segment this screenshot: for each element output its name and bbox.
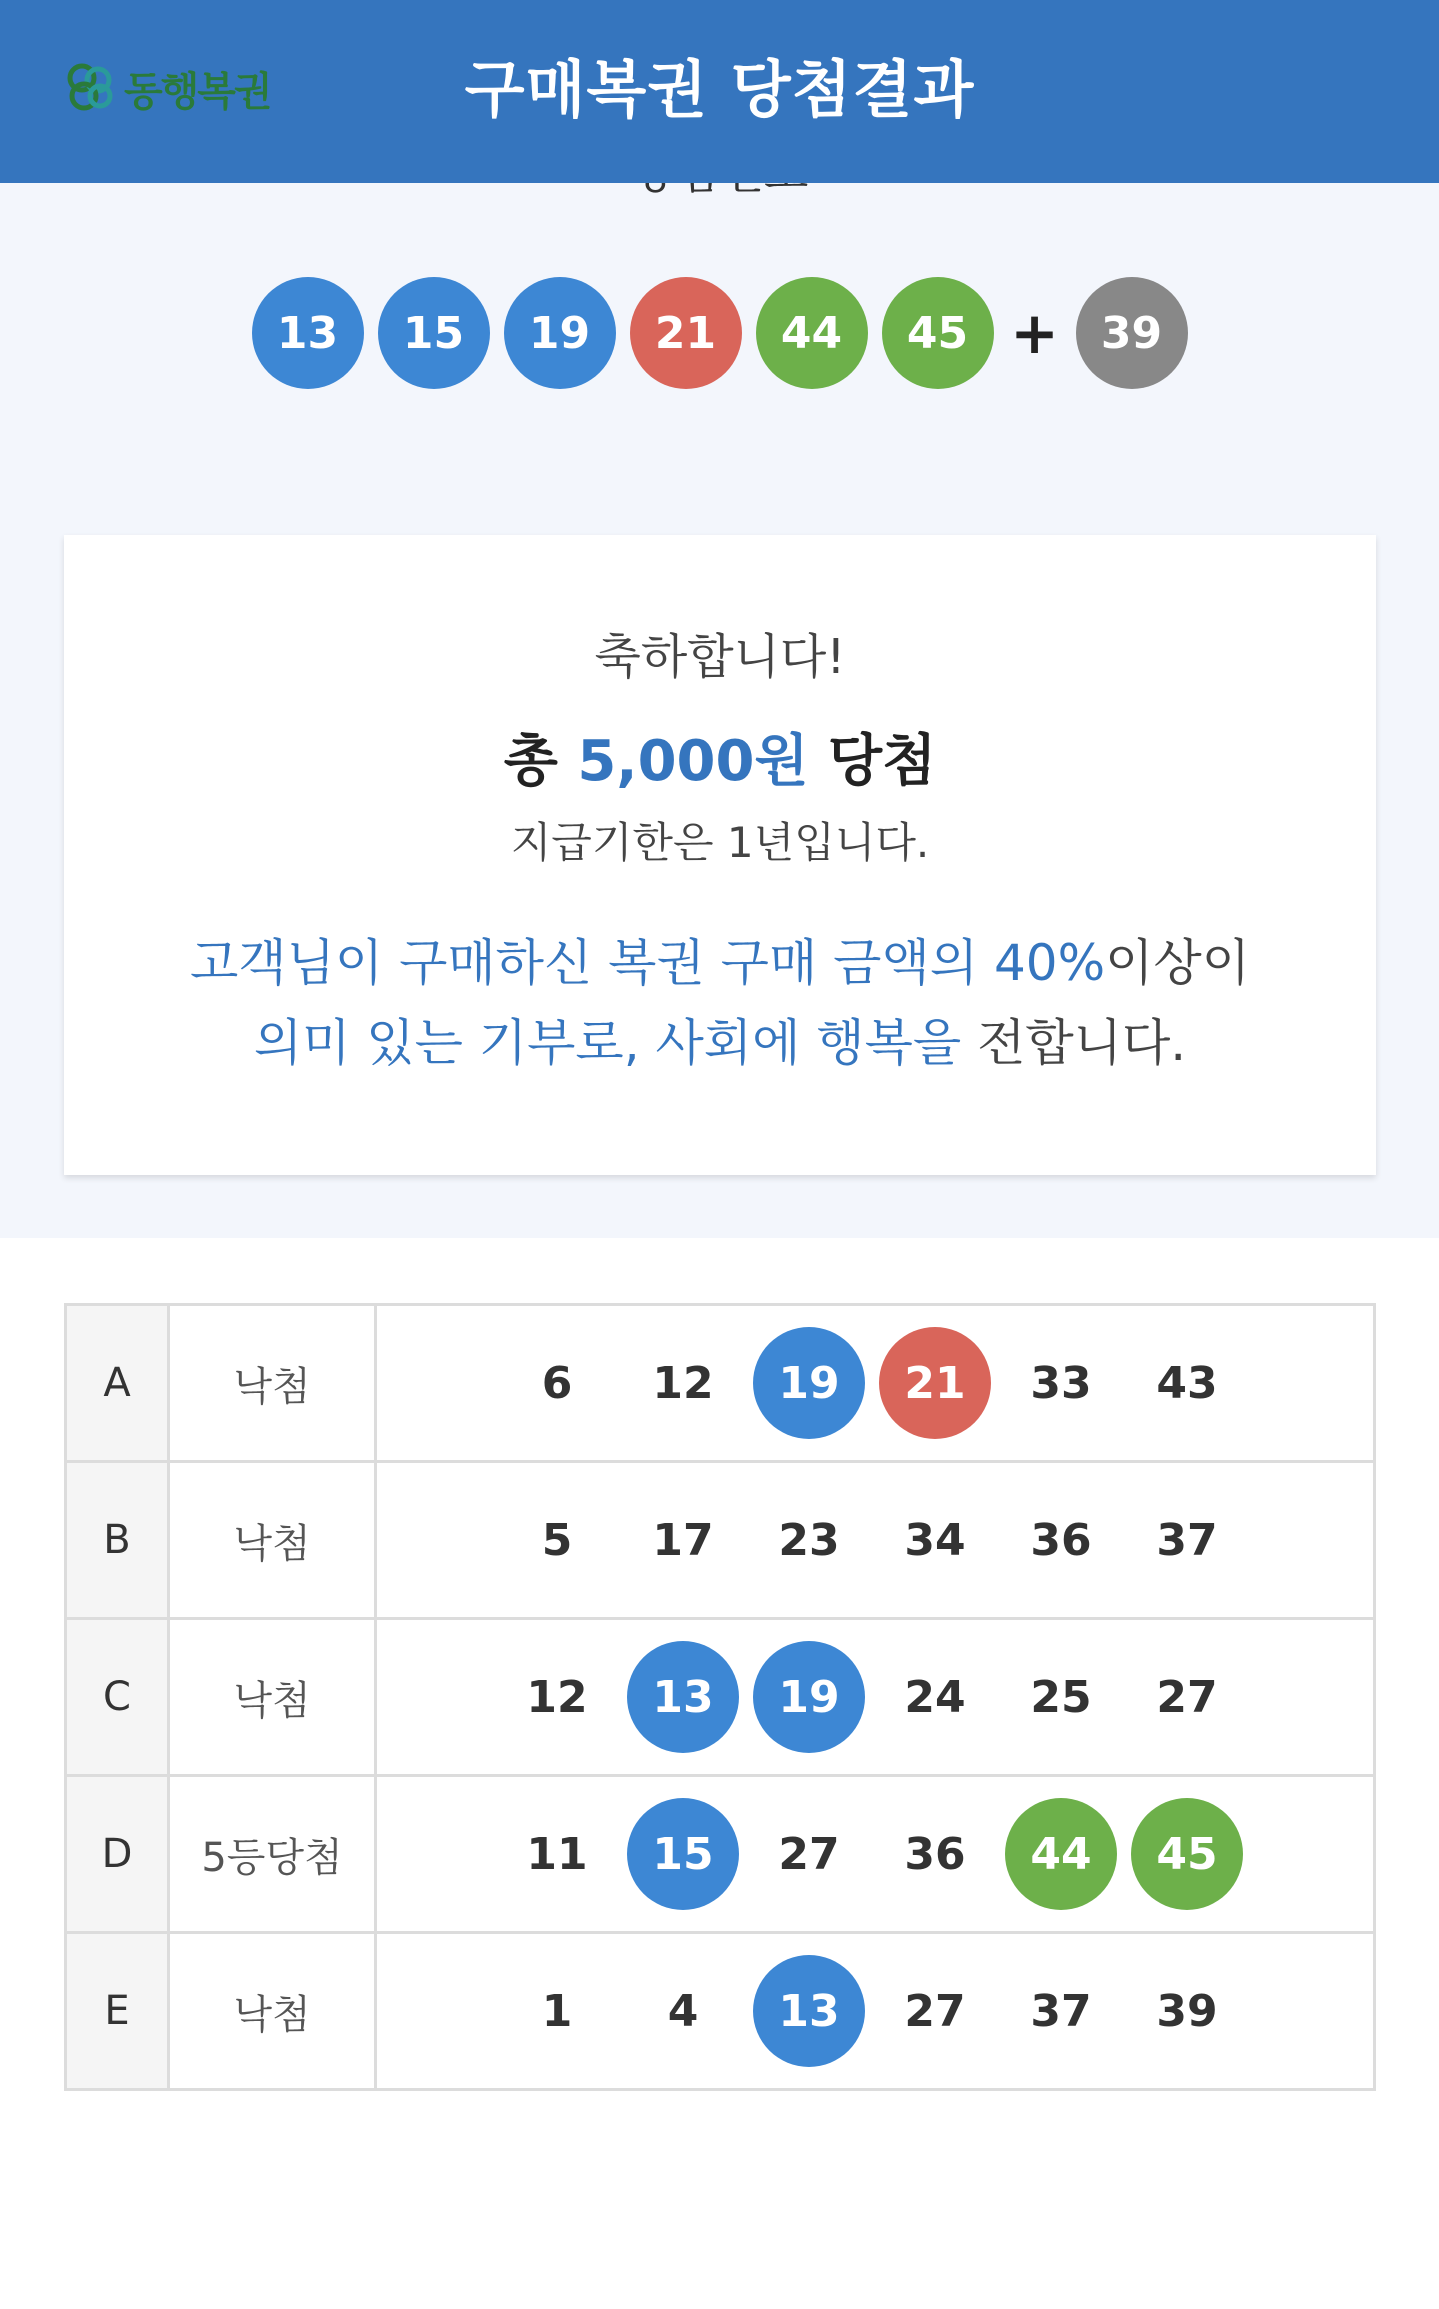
ticket-number-matched: 13 xyxy=(753,1955,865,2067)
ticket-number: 34 xyxy=(904,1514,966,1566)
ticket-game-label: C xyxy=(66,1619,169,1776)
donation-line-2-highlight: 의미 있는 기부로, 사회에 행복을 xyxy=(253,1014,962,1072)
ticket-number: 27 xyxy=(904,1985,966,2037)
ticket-number-matched: 19 xyxy=(753,1641,865,1753)
ticket-number: 11 xyxy=(526,1828,588,1880)
ticket-game-label: E xyxy=(66,1933,169,2090)
ticket-row xyxy=(66,1776,1375,1933)
donation-message xyxy=(64,923,1376,1083)
ticket-number-matched: 19 xyxy=(753,1327,865,1439)
ticket-number-matched: 44 xyxy=(1005,1798,1117,1910)
ticket-number: 6 xyxy=(541,1357,573,1409)
bonus-plus-sign: + xyxy=(1010,299,1059,367)
winning-ball: 15 xyxy=(378,277,490,389)
ticket-numbers xyxy=(371,1463,1373,1617)
total-prefix: 총 xyxy=(503,729,578,794)
page-title: 구매복권 당첨결과 xyxy=(464,53,975,126)
ticket-number: 33 xyxy=(1030,1357,1092,1409)
winning-ball: 19 xyxy=(504,277,616,389)
ticket-number: 23 xyxy=(778,1514,840,1566)
ticket-number: 27 xyxy=(778,1828,840,1880)
ticket-numbers-cell xyxy=(376,1305,1375,1462)
donation-line-1-tail: 이상이 xyxy=(1105,934,1250,992)
ticket-number: 5 xyxy=(541,1514,573,1566)
congrats-text: 축하합니다! xyxy=(594,629,846,685)
app-header xyxy=(0,0,1439,183)
donation-line-1-highlight: 고객님이 구매하신 복권 구매 금액의 40% xyxy=(189,934,1106,992)
ticket-game-label: A xyxy=(66,1305,169,1462)
ticket-number: 12 xyxy=(526,1671,588,1723)
ticket-game-label: B xyxy=(66,1462,169,1619)
ticket-number-matched: 13 xyxy=(627,1641,739,1753)
winning-ball: 44 xyxy=(756,277,868,389)
logo-text: 동행복권 xyxy=(124,68,271,115)
ticket-numbers-cell xyxy=(376,1619,1375,1776)
ticket-status: 낙첨 xyxy=(169,1462,376,1619)
ticket-number-matched: 45 xyxy=(1131,1798,1243,1910)
ticket-row xyxy=(66,1462,1375,1619)
ticket-number: 37 xyxy=(1156,1514,1218,1566)
ticket-table-body xyxy=(66,1305,1375,2090)
total-suffix: 당첨 xyxy=(808,729,937,794)
winning-ball: 21 xyxy=(630,277,742,389)
donation-line-2-tail: 전합니다. xyxy=(961,1014,1187,1072)
ticket-numbers-cell xyxy=(376,1933,1375,2090)
ticket-number: 43 xyxy=(1156,1357,1218,1409)
ticket-row xyxy=(66,1933,1375,2090)
ticket-status: 5등당첨 xyxy=(169,1776,376,1933)
ticket-number-matched: 21 xyxy=(879,1327,991,1439)
winning-numbers-row xyxy=(0,276,1439,390)
total-amount: 5,000원 xyxy=(577,729,809,794)
ticket-numbers-cell xyxy=(376,1776,1375,1933)
total-prize xyxy=(64,727,1376,797)
ticket-row xyxy=(66,1305,1375,1462)
payment-deadline: 지급기한은 1년입니다. xyxy=(510,818,930,867)
result-card xyxy=(64,535,1376,1175)
ticket-number: 17 xyxy=(652,1514,714,1566)
ticket-numbers xyxy=(371,1620,1373,1774)
ticket-number: 1 xyxy=(541,1985,573,2037)
ticket-numbers xyxy=(371,1934,1373,2088)
ticket-numbers-cell xyxy=(376,1462,1375,1619)
ticket-number: 36 xyxy=(1030,1514,1092,1566)
ticket-number: 25 xyxy=(1030,1671,1092,1723)
donation-line-1 xyxy=(64,923,1376,1003)
ticket-number: 36 xyxy=(904,1828,966,1880)
ticket-number: 24 xyxy=(904,1671,966,1723)
ticket-number: 4 xyxy=(667,1985,699,2037)
ticket-number: 39 xyxy=(1156,1985,1218,2037)
ticket-row xyxy=(66,1619,1375,1776)
ticket-status: 낙첨 xyxy=(169,1933,376,2090)
ticket-number-matched: 15 xyxy=(627,1798,739,1910)
winning-ball: 13 xyxy=(252,277,364,389)
ticket-number: 27 xyxy=(1156,1671,1218,1723)
ticket-number: 12 xyxy=(652,1357,714,1409)
ticket-status: 낙첨 xyxy=(169,1619,376,1776)
ticket-status: 낙첨 xyxy=(169,1305,376,1462)
winning-ball: 45 xyxy=(882,277,994,389)
bonus-ball: 39 xyxy=(1076,277,1188,389)
ticket-table xyxy=(64,1303,1376,2091)
donation-line-2 xyxy=(64,1003,1376,1083)
ticket-numbers xyxy=(371,1306,1373,1460)
ticket-game-label: D xyxy=(66,1776,169,1933)
ticket-number: 37 xyxy=(1030,1985,1092,2037)
ticket-numbers xyxy=(371,1777,1373,1931)
